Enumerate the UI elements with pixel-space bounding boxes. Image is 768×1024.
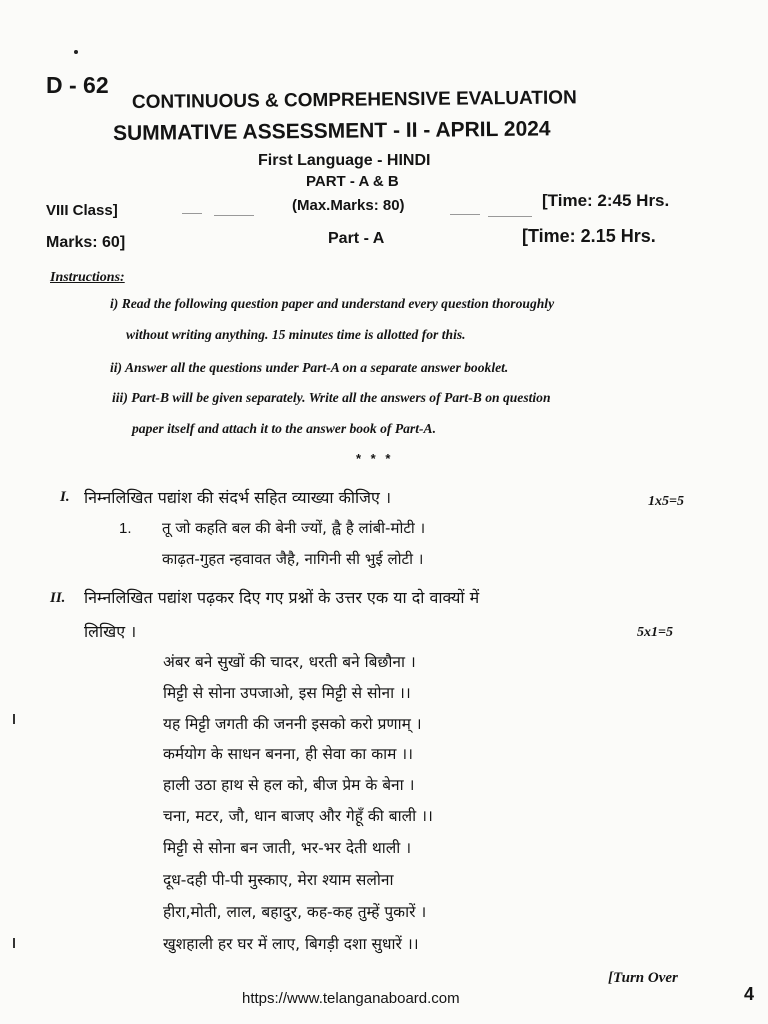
scan-dash bbox=[488, 216, 532, 217]
scan-dash bbox=[214, 215, 254, 216]
poem-line: हीरा,मोती, लाल, बहादुर, कह-कह तुम्हें पुकारें । bbox=[163, 903, 427, 921]
poem-line: खुशहाली हर घर में लाए, बिगड़ी दशा सुधारें ।। bbox=[163, 935, 419, 953]
q1-text: निम्नलिखित पद्यांश की संदर्भ सहित व्याख्या कीजिए । bbox=[84, 488, 392, 507]
time-total: [Time: 2:45 Hrs. bbox=[542, 191, 670, 210]
part-a-label: Part - A bbox=[328, 230, 385, 247]
poem-line: हाली उठा हाथ से हल को, बीज प्रेम के बेना । bbox=[163, 776, 415, 794]
exam-title-line1: CONTINUOUS & COMPREHENSIVE EVALUATION bbox=[131, 87, 577, 113]
poem-line: यह मिट्टी जगती की जननी इसको करो प्रणाम् । bbox=[163, 715, 422, 733]
poem-line: कर्मयोग के साधन बनना, ही सेवा का काम ।। bbox=[163, 745, 414, 763]
poem-line: अंबर बने सुखों की चादर, धरती बने बिछौना । bbox=[163, 653, 416, 671]
instruction-item: without writing anything. 15 minutes time is allotted for this. bbox=[126, 327, 466, 342]
scan-margin-mark bbox=[13, 938, 15, 948]
q1-verse-line: तू जो कहति बल की बेनी ज्यों, ह्वै है लांबी-मोटी । bbox=[162, 519, 426, 537]
time-part-a: [Time: 2.15 Hrs. bbox=[522, 226, 656, 246]
turn-over-note: [Turn Over bbox=[608, 970, 678, 986]
parts-label: PART - A & B bbox=[306, 173, 399, 190]
poem-line: मिट्टी से सोना बन जाती, भर-भर देती थाली । bbox=[163, 839, 412, 857]
source-url-link[interactable]: https://www.telanganaboard.com bbox=[242, 990, 460, 1007]
q2-marks: 5x1=5 bbox=[637, 625, 673, 640]
instruction-item: ii) Answer all the questions under Part-A on a separate answer booklet. bbox=[110, 360, 509, 375]
q2-text: निम्नलिखित पद्यांश पढ़कर दिए गए प्रश्नों के उत्तर एक या दो वाक्यों में bbox=[84, 588, 480, 607]
instruction-item: i) Read the following question paper and understand every question thoroughly bbox=[110, 296, 555, 311]
q1-item-number: 1. bbox=[119, 520, 132, 537]
poem-line: चना, मटर, जौ, धान बाजए और गेहूँ की बाली ।। bbox=[163, 807, 433, 825]
paper-code: D - 62 bbox=[46, 72, 109, 98]
q1-number: I. bbox=[60, 489, 70, 505]
class-label: VIII Class] bbox=[46, 202, 118, 219]
scan-dash bbox=[182, 213, 202, 214]
instruction-item: paper itself and attach it to the answer book of Part-A. bbox=[132, 421, 436, 436]
poem-line: दूध-दही पी-पी मुस्काए, मेरा श्याम सलोना bbox=[163, 871, 394, 889]
scan-margin-mark bbox=[13, 714, 15, 724]
scan-dash bbox=[450, 214, 480, 215]
q2-text-continued: लिखिए । bbox=[84, 622, 137, 641]
separator-stars: * * * bbox=[356, 451, 394, 466]
exam-title-line2: SUMMATIVE ASSESSMENT - II - APRIL 2024 bbox=[112, 117, 551, 145]
instruction-item: iii) Part-B will be given separately. Write all the answers of Part-B on question bbox=[112, 390, 551, 405]
part-a-marks: Marks: 60] bbox=[46, 234, 126, 251]
q1-verse-line: काढ़त-गुहत न्हवावत जैहै, नागिनी सी भुई लोटी । bbox=[162, 550, 424, 568]
scan-dot bbox=[74, 50, 78, 54]
q1-marks: 1x5=5 bbox=[648, 494, 684, 509]
page-number: 4 bbox=[744, 984, 755, 1004]
instructions-heading: Instructions: bbox=[50, 270, 125, 285]
poem-line: मिट्टी से सोना उपजाओ, इस मिट्टी से सोना ।। bbox=[163, 684, 411, 702]
q2-number: II. bbox=[50, 590, 66, 606]
subject-language: First Language - HINDI bbox=[258, 152, 431, 169]
max-marks: (Max.Marks: 80) bbox=[292, 197, 405, 214]
